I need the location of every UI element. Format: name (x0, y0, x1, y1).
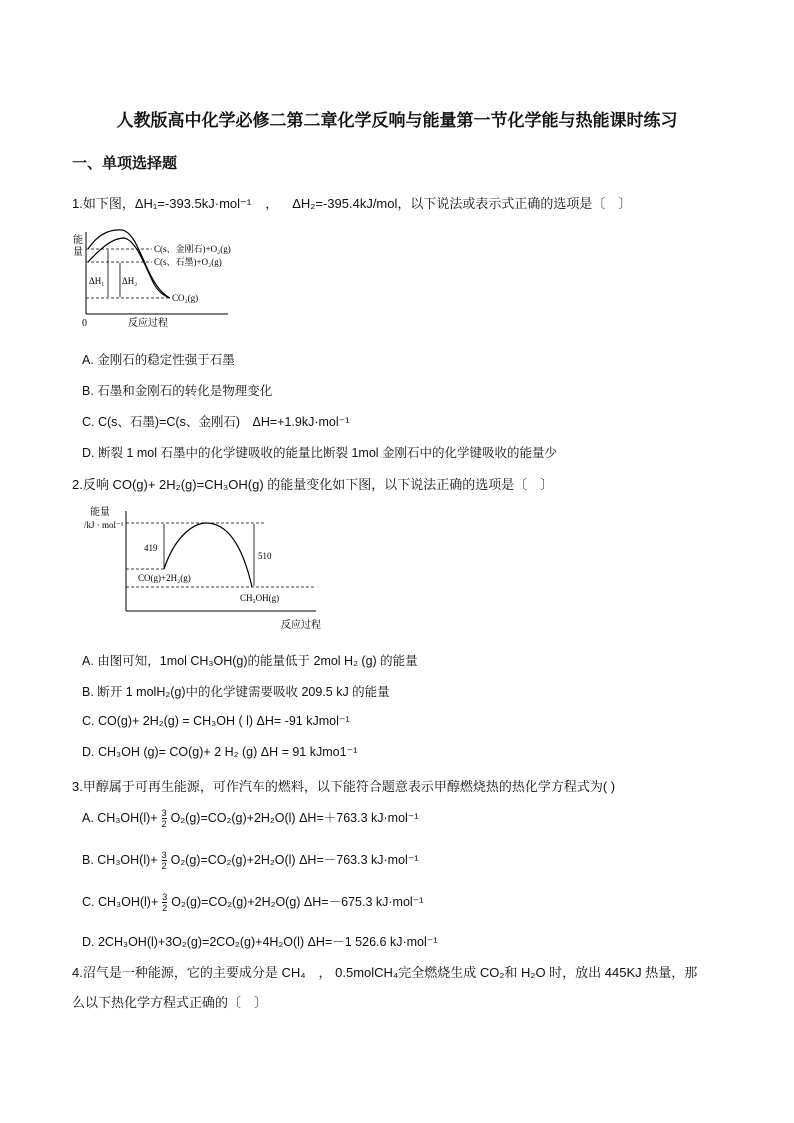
page-title: 人教版高中化学必修二第二章化学反响与能量第一节化学能与热能课时练习 (116, 111, 678, 130)
q1-ylabel-bottom: 量 (73, 247, 83, 258)
q2-product-label: CH₃OH(g) (240, 593, 280, 603)
q1-option-c[interactable]: C. C(s、石墨)=C(s、金刚石) ΔH=+1.9kJ·mol⁻¹ (82, 415, 350, 429)
section-heading: 一、单项选择题 (72, 155, 178, 172)
q3-b-post: O₂(g)=CO₂(g)+2H₂O(l) ΔH=－763.3 kJ·mol⁻¹ (170, 853, 419, 867)
question-4-line1: 4.沼气是一种能源，它的主要成分是 CH₄ ， 0.5molCH₄完全燃烧生成 CO₂和 H₂O 时，放出 445KJ 热量，那 (72, 965, 698, 980)
q2-energy-diagram (76, 503, 336, 633)
q3-b-pre: B. CH₃OH(l)+ (82, 853, 158, 867)
q1-option-b[interactable]: B. 石墨和金刚石的转化是物理变化 (82, 384, 273, 398)
q3-a-pre: A. CH₃OH(l)+ (82, 811, 158, 825)
q1-level2-label: C(s、石墨)+O₂(g) (154, 257, 222, 267)
q1-origin: 0 (82, 318, 87, 329)
q1-lead: 1.如下图， (72, 196, 135, 211)
question-4-line2: 么以下热化学方程式正确的〔 〕 (72, 995, 268, 1010)
q3-b-frac-den: 2 (161, 861, 167, 872)
q1-dh2: ΔH₂=-395.4kJ/mol (292, 196, 398, 211)
q1-energy-diagram (70, 224, 260, 332)
q2-ylabel1: 能量 (90, 507, 110, 518)
q1-option-a[interactable]: A. 金刚石的稳定性强于石墨 (82, 353, 235, 367)
q3-c-frac-den: 2 (162, 903, 168, 914)
q2-option-d[interactable]: D. CH₃OH (g)= CO(g)+ 2 H₂ (g) ΔH = 91 kJmo1⁻¹ (82, 745, 358, 759)
q1-arrow2-label: ΔH₂ (122, 276, 138, 286)
q3-c-frac-num: 3 (162, 892, 168, 903)
q2-option-c[interactable]: C. CO(g)+ 2H₂(g) = CH₃OH ( l) ΔH= -91 kJmol⁻¹ (82, 714, 350, 728)
q3-c-post: O₂(g)=CO₂(g)+2H₂O(g) ΔH=－675.3 kJ·mol⁻¹ (171, 895, 424, 909)
q3-option-b[interactable] (82, 850, 419, 871)
q3-a-post: O₂(g)=CO₂(g)+2H₂O(l) ΔH=＋763.3 kJ·mol⁻¹ (170, 811, 419, 825)
question-3-stem: 3.甲醇属于可再生能源，可作汽车的燃料，以下能符合题意表示甲醇燃烧热的热化学方程式为( ) (72, 779, 616, 794)
q1-option-d[interactable]: D. 断裂 1 mol 石墨中的化学键吸收的能量比断裂 1mol 金刚石中的化学键吸收的能量少 (82, 446, 558, 460)
question-1-stem (72, 193, 631, 212)
q2-xlabel: 反应过程 (281, 620, 321, 631)
q2-label-419: 419 (144, 543, 158, 553)
q1-tail: ，以下说法或表示式正确的选项是〔 〕 (397, 196, 632, 211)
q1-dh1: ΔH₁=-393.5kJ·mol⁻¹ (134, 196, 252, 211)
q2-option-b[interactable]: B. 断开 1 molH₂(g)中的化学键需要吸收 209.5 kJ 的能量 (82, 685, 390, 699)
q3-a-frac-num: 3 (161, 808, 167, 819)
q2-label-510: 510 (258, 551, 272, 561)
question-2-stem: 2.反响 CO(g)+ 2H₂(g)=CH₃OH(g) 的能量变化如下图，以下说法正确的选项是〔 〕 (72, 477, 554, 492)
q3-option-a[interactable] (82, 808, 419, 829)
q2-reactant-label: CO(g)+2H₂(g) (138, 573, 191, 583)
q3-a-frac-den: 2 (161, 819, 167, 830)
q2-ylabel2: /kJ · mol⁻¹ (84, 520, 124, 530)
q3-b-frac-num: 3 (161, 850, 167, 861)
q1-arrow1-label: ΔH₁ (89, 276, 105, 286)
q2-option-a[interactable]: A. 由图可知，1mol CH₃OH(g)的能量低于 2mol H₂ (g) 的能量 (82, 654, 418, 668)
q3-b-fraction (162, 850, 167, 871)
q1-comma: ， (265, 196, 279, 211)
q3-c-pre: C. CH₃OH(l)+ (82, 895, 159, 909)
q3-option-d[interactable]: D. 2CH₃OH(l)+3O₂(g)=2CO₂(g)+4H₂O(l) ΔH=－1 526.6 kJ·mol⁻¹ (82, 935, 438, 949)
q3-c-fraction (162, 892, 167, 913)
q3-a-fraction (162, 808, 167, 829)
q3-option-c[interactable] (82, 892, 423, 913)
q1-level3-label: CO₂(g) (172, 293, 199, 303)
q1-level1-label: C(s、金刚石)+O₂(g) (154, 244, 231, 254)
q1-xlabel: 反应过程 (128, 318, 168, 329)
q1-ylabel-top: 能 (73, 235, 83, 246)
